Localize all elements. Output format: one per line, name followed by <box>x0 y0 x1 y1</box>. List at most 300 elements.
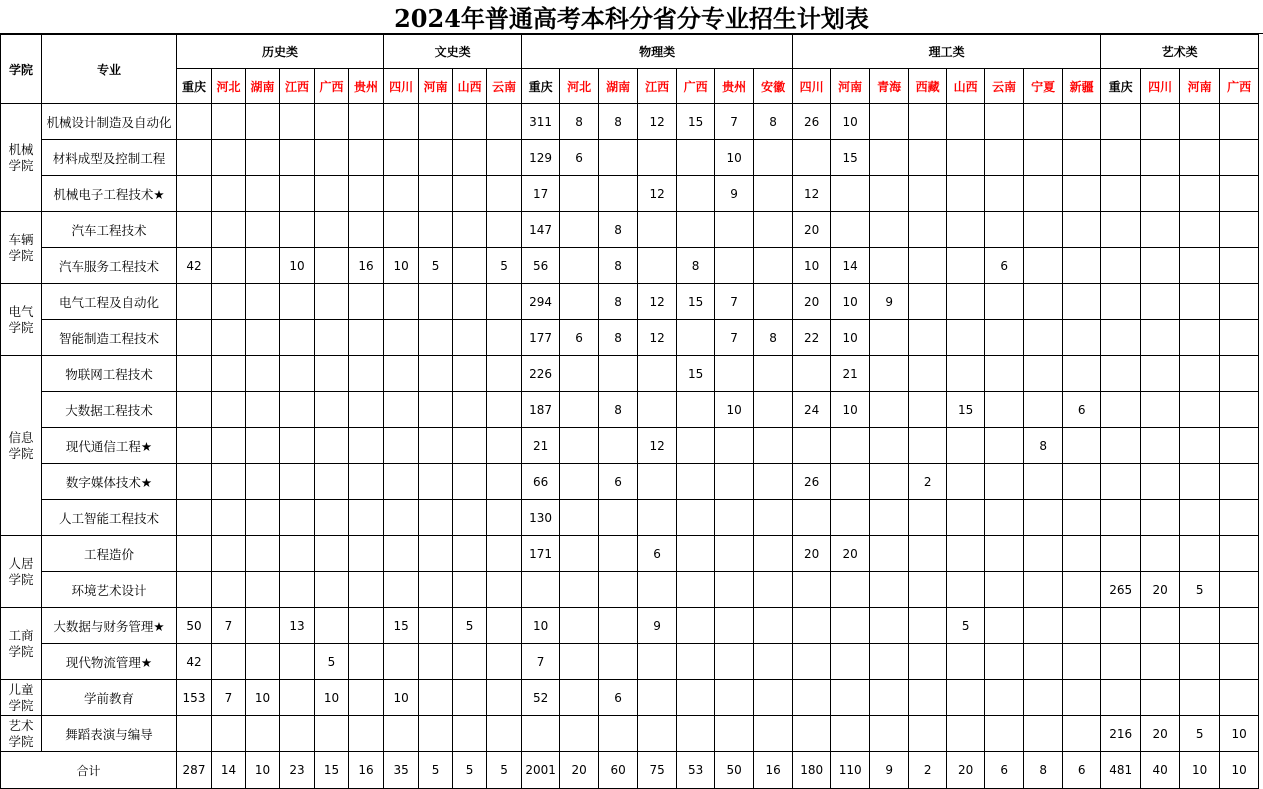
quota-cell <box>1024 248 1063 284</box>
quota-cell <box>1180 356 1220 392</box>
quota-cell <box>246 176 280 212</box>
header-group: 理工类 <box>793 35 1101 69</box>
quota-cell <box>560 608 599 644</box>
total-cell: 53 <box>677 752 715 789</box>
quota-cell <box>754 572 793 608</box>
quota-cell <box>831 680 870 716</box>
header-province: 河南 <box>419 69 453 104</box>
quota-cell <box>560 464 599 500</box>
quota-cell <box>1024 212 1063 248</box>
quota-cell <box>715 356 754 392</box>
quota-cell <box>212 572 246 608</box>
quota-cell <box>1101 248 1141 284</box>
quota-cell <box>1141 284 1180 320</box>
quota-cell <box>599 572 638 608</box>
header-province: 广西 <box>315 69 349 104</box>
quota-cell <box>315 212 349 248</box>
header-province: 湖南 <box>246 69 280 104</box>
total-cell: 6 <box>1063 752 1101 789</box>
quota-cell <box>947 248 985 284</box>
quota-cell <box>1101 104 1141 140</box>
quota-cell <box>599 500 638 536</box>
quota-cell <box>677 608 715 644</box>
quota-cell <box>870 248 909 284</box>
quota-cell: 311 <box>522 104 560 140</box>
quota-cell <box>870 572 909 608</box>
quota-cell <box>349 320 384 356</box>
quota-cell <box>560 284 599 320</box>
quota-cell <box>419 140 453 176</box>
quota-cell <box>831 716 870 752</box>
quota-cell <box>1141 428 1180 464</box>
major-name: 数字媒体技术★ <box>42 464 177 500</box>
quota-cell <box>177 284 212 320</box>
header-province: 河北 <box>560 69 599 104</box>
quota-cell <box>1180 428 1220 464</box>
quota-cell <box>315 320 349 356</box>
quota-cell <box>715 428 754 464</box>
quota-cell <box>212 536 246 572</box>
quota-cell <box>384 644 419 680</box>
total-cell: 14 <box>212 752 246 789</box>
quota-cell <box>985 464 1024 500</box>
table-row <box>1 320 1259 356</box>
total-cell: 481 <box>1101 752 1141 789</box>
quota-cell <box>560 356 599 392</box>
quota-cell: 12 <box>638 320 677 356</box>
quota-cell <box>1220 284 1259 320</box>
quota-cell: 153 <box>177 680 212 716</box>
quota-cell: 12 <box>638 176 677 212</box>
quota-cell <box>1063 680 1101 716</box>
quota-cell <box>212 176 246 212</box>
quota-cell <box>246 608 280 644</box>
quota-cell <box>947 104 985 140</box>
quota-cell <box>677 680 715 716</box>
header-province: 重庆 <box>177 69 212 104</box>
total-cell: 23 <box>280 752 315 789</box>
quota-cell <box>453 176 487 212</box>
quota-cell <box>349 140 384 176</box>
quota-cell <box>638 392 677 428</box>
quota-cell <box>754 608 793 644</box>
quota-cell <box>985 140 1024 176</box>
quota-cell: 10 <box>793 248 831 284</box>
quota-cell: 10 <box>715 140 754 176</box>
quota-cell <box>419 536 453 572</box>
quota-cell <box>315 284 349 320</box>
quota-cell <box>453 428 487 464</box>
quota-cell <box>212 212 246 248</box>
quota-cell <box>487 608 522 644</box>
quota-cell <box>793 428 831 464</box>
quota-cell <box>246 140 280 176</box>
quota-cell <box>870 608 909 644</box>
quota-cell <box>349 716 384 752</box>
quota-cell <box>384 428 419 464</box>
quota-cell <box>1220 140 1259 176</box>
quota-cell <box>315 392 349 428</box>
quota-cell: 26 <box>793 104 831 140</box>
quota-cell <box>985 572 1024 608</box>
quota-cell <box>1063 536 1101 572</box>
quota-cell <box>947 464 985 500</box>
quota-cell <box>947 140 985 176</box>
quota-cell <box>384 572 419 608</box>
quota-cell <box>1101 140 1141 176</box>
quota-cell: 15 <box>384 608 419 644</box>
quota-cell <box>985 104 1024 140</box>
quota-cell <box>947 500 985 536</box>
header-province: 山西 <box>453 69 487 104</box>
quota-cell <box>1180 320 1220 356</box>
table-row <box>1 104 1259 140</box>
quota-cell <box>1101 356 1141 392</box>
quota-cell <box>349 680 384 716</box>
header-group: 文史类 <box>384 35 522 69</box>
quota-cell <box>246 428 280 464</box>
quota-cell <box>246 716 280 752</box>
header-province: 青海 <box>870 69 909 104</box>
quota-cell <box>1220 500 1259 536</box>
quota-cell <box>419 680 453 716</box>
quota-cell <box>1024 464 1063 500</box>
header-province: 广西 <box>677 69 715 104</box>
quota-cell <box>453 284 487 320</box>
quota-cell <box>870 176 909 212</box>
quota-cell <box>947 284 985 320</box>
quota-cell: 52 <box>522 680 560 716</box>
quota-cell <box>487 284 522 320</box>
quota-cell <box>947 356 985 392</box>
quota-cell <box>349 176 384 212</box>
quota-cell <box>1101 392 1141 428</box>
quota-cell <box>453 356 487 392</box>
quota-cell <box>212 140 246 176</box>
quota-cell <box>638 644 677 680</box>
quota-cell <box>677 716 715 752</box>
quota-cell <box>453 572 487 608</box>
quota-cell <box>1180 608 1220 644</box>
quota-cell <box>1101 464 1141 500</box>
total-cell: 110 <box>831 752 870 789</box>
quota-cell <box>677 140 715 176</box>
quota-cell <box>754 644 793 680</box>
quota-cell <box>1024 572 1063 608</box>
quota-cell: 226 <box>522 356 560 392</box>
table-row <box>1 284 1259 320</box>
quota-cell <box>831 212 870 248</box>
quota-cell: 5 <box>947 608 985 644</box>
total-cell: 5 <box>453 752 487 789</box>
quota-cell <box>177 392 212 428</box>
quota-cell <box>909 716 947 752</box>
quota-cell <box>453 248 487 284</box>
page-title: 2024年普通高考本科分省分专业招生计划表 <box>0 0 1263 34</box>
table-row <box>1 176 1259 212</box>
quota-cell: 12 <box>793 176 831 212</box>
college-name: 艺术 学院 <box>1 716 42 752</box>
header-province: 四川 <box>1141 69 1180 104</box>
total-label: 合计 <box>1 752 177 789</box>
quota-cell <box>212 644 246 680</box>
quota-cell <box>384 536 419 572</box>
quota-cell <box>754 392 793 428</box>
quota-cell: 15 <box>677 356 715 392</box>
quota-cell <box>1101 284 1141 320</box>
quota-cell <box>909 284 947 320</box>
college-name: 工商 学院 <box>1 608 42 680</box>
quota-cell: 9 <box>715 176 754 212</box>
quota-cell <box>1180 392 1220 428</box>
quota-cell <box>677 500 715 536</box>
quota-cell <box>1101 644 1141 680</box>
quota-cell <box>349 572 384 608</box>
header-province: 山西 <box>947 69 985 104</box>
quota-cell <box>754 212 793 248</box>
quota-cell <box>384 140 419 176</box>
quota-cell <box>870 212 909 248</box>
quota-cell: 66 <box>522 464 560 500</box>
table-row <box>1 572 1259 608</box>
quota-cell <box>280 428 315 464</box>
quota-cell <box>1063 140 1101 176</box>
header-college: 学院 <box>1 35 42 104</box>
quota-cell: 7 <box>715 104 754 140</box>
quota-cell <box>1024 536 1063 572</box>
quota-cell <box>177 176 212 212</box>
quota-cell: 10 <box>831 320 870 356</box>
quota-cell <box>715 716 754 752</box>
quota-cell <box>870 536 909 572</box>
quota-cell <box>715 500 754 536</box>
quota-cell <box>419 644 453 680</box>
quota-cell: 8 <box>560 104 599 140</box>
table-row <box>1 716 1259 752</box>
major-name: 物联网工程技术 <box>42 356 177 392</box>
quota-cell <box>715 644 754 680</box>
total-cell: 20 <box>947 752 985 789</box>
quota-cell <box>947 176 985 212</box>
header-province: 四川 <box>793 69 831 104</box>
quota-cell <box>177 356 212 392</box>
quota-cell <box>1141 680 1180 716</box>
header-province: 贵州 <box>715 69 754 104</box>
quota-cell <box>985 212 1024 248</box>
quota-cell <box>280 536 315 572</box>
total-cell: 40 <box>1141 752 1180 789</box>
quota-cell <box>754 716 793 752</box>
quota-cell <box>1180 104 1220 140</box>
quota-cell <box>985 320 1024 356</box>
quota-cell <box>453 716 487 752</box>
quota-cell <box>985 680 1024 716</box>
quota-cell <box>384 716 419 752</box>
quota-cell <box>560 392 599 428</box>
quota-cell <box>754 500 793 536</box>
quota-cell <box>560 536 599 572</box>
quota-cell <box>870 428 909 464</box>
quota-cell <box>1063 356 1101 392</box>
quota-cell: 10 <box>246 680 280 716</box>
quota-cell: 12 <box>638 428 677 464</box>
quota-cell: 129 <box>522 140 560 176</box>
quota-cell <box>212 392 246 428</box>
quota-cell <box>315 572 349 608</box>
quota-cell <box>453 464 487 500</box>
quota-cell <box>677 392 715 428</box>
quota-cell <box>638 716 677 752</box>
quota-cell <box>384 392 419 428</box>
quota-cell <box>638 356 677 392</box>
major-name: 工程造价 <box>42 536 177 572</box>
quota-cell <box>947 536 985 572</box>
quota-cell <box>560 428 599 464</box>
quota-cell: 171 <box>522 536 560 572</box>
quota-cell <box>754 536 793 572</box>
quota-cell <box>870 392 909 428</box>
quota-cell <box>177 104 212 140</box>
quota-cell <box>177 464 212 500</box>
quota-cell <box>315 464 349 500</box>
quota-cell: 8 <box>1024 428 1063 464</box>
quota-cell <box>1180 176 1220 212</box>
quota-cell <box>1141 392 1180 428</box>
quota-cell <box>384 284 419 320</box>
quota-cell <box>599 176 638 212</box>
quota-cell: 130 <box>522 500 560 536</box>
quota-cell <box>560 680 599 716</box>
quota-cell <box>754 356 793 392</box>
total-cell: 15 <box>315 752 349 789</box>
quota-cell <box>870 104 909 140</box>
quota-cell <box>246 392 280 428</box>
quota-cell <box>715 536 754 572</box>
quota-cell: 2 <box>909 464 947 500</box>
quota-cell <box>677 536 715 572</box>
quota-cell <box>177 536 212 572</box>
quota-cell <box>384 356 419 392</box>
quota-cell <box>246 536 280 572</box>
quota-cell <box>1063 572 1101 608</box>
quota-cell <box>212 716 246 752</box>
quota-cell <box>1141 608 1180 644</box>
quota-cell <box>638 212 677 248</box>
quota-cell: 10 <box>384 248 419 284</box>
quota-cell <box>909 176 947 212</box>
quota-cell <box>315 428 349 464</box>
quota-cell <box>1101 680 1141 716</box>
header-group: 物理类 <box>522 35 793 69</box>
table-row <box>1 392 1259 428</box>
quota-cell <box>1024 392 1063 428</box>
quota-cell <box>947 644 985 680</box>
quota-cell: 6 <box>985 248 1024 284</box>
quota-cell <box>453 320 487 356</box>
quota-cell <box>1024 608 1063 644</box>
quota-cell <box>1101 176 1141 212</box>
quota-cell <box>349 608 384 644</box>
quota-cell: 8 <box>599 104 638 140</box>
total-cell: 5 <box>419 752 453 789</box>
quota-cell <box>419 392 453 428</box>
college-name: 电气 学院 <box>1 284 42 356</box>
quota-cell <box>453 644 487 680</box>
quota-cell <box>453 536 487 572</box>
quota-cell <box>754 284 793 320</box>
quota-cell: 8 <box>677 248 715 284</box>
quota-cell <box>715 212 754 248</box>
quota-cell <box>985 392 1024 428</box>
quota-cell <box>212 356 246 392</box>
quota-cell: 10 <box>384 680 419 716</box>
quota-cell: 7 <box>212 680 246 716</box>
college-name: 机械 学院 <box>1 104 42 212</box>
quota-cell <box>1024 356 1063 392</box>
quota-cell <box>1024 500 1063 536</box>
quota-cell <box>985 536 1024 572</box>
major-name: 大数据工程技术 <box>42 392 177 428</box>
quota-cell <box>1180 680 1220 716</box>
total-cell: 60 <box>599 752 638 789</box>
quota-cell: 9 <box>870 284 909 320</box>
quota-cell <box>487 320 522 356</box>
header-province: 江西 <box>638 69 677 104</box>
quota-cell <box>315 536 349 572</box>
quota-cell <box>715 680 754 716</box>
header-province: 湖南 <box>599 69 638 104</box>
quota-cell <box>1024 680 1063 716</box>
quota-cell <box>212 320 246 356</box>
quota-cell <box>246 212 280 248</box>
total-cell: 50 <box>715 752 754 789</box>
header-province: 江西 <box>280 69 315 104</box>
total-cell: 2 <box>909 752 947 789</box>
quota-cell <box>870 644 909 680</box>
quota-cell: 5 <box>1180 572 1220 608</box>
header-province: 广西 <box>1220 69 1259 104</box>
quota-cell <box>280 320 315 356</box>
quota-cell <box>1063 644 1101 680</box>
quota-cell <box>1141 356 1180 392</box>
quota-cell <box>1063 248 1101 284</box>
quota-cell <box>1220 572 1259 608</box>
quota-cell: 42 <box>177 248 212 284</box>
quota-cell: 177 <box>522 320 560 356</box>
quota-cell <box>793 680 831 716</box>
quota-cell <box>831 644 870 680</box>
quota-cell <box>349 392 384 428</box>
quota-cell <box>754 428 793 464</box>
quota-cell: 20 <box>1141 716 1180 752</box>
quota-cell <box>793 356 831 392</box>
quota-cell: 50 <box>177 608 212 644</box>
quota-cell <box>453 680 487 716</box>
quota-cell <box>419 320 453 356</box>
quota-cell <box>280 176 315 212</box>
quota-cell <box>599 140 638 176</box>
quota-cell <box>487 212 522 248</box>
college-name: 信息 学院 <box>1 356 42 536</box>
quota-cell <box>909 428 947 464</box>
total-cell: 20 <box>560 752 599 789</box>
total-cell: 5 <box>487 752 522 789</box>
quota-cell <box>599 356 638 392</box>
enrollment-plan-table <box>0 34 1259 789</box>
quota-cell <box>638 680 677 716</box>
quota-cell <box>1180 248 1220 284</box>
quota-cell <box>212 284 246 320</box>
